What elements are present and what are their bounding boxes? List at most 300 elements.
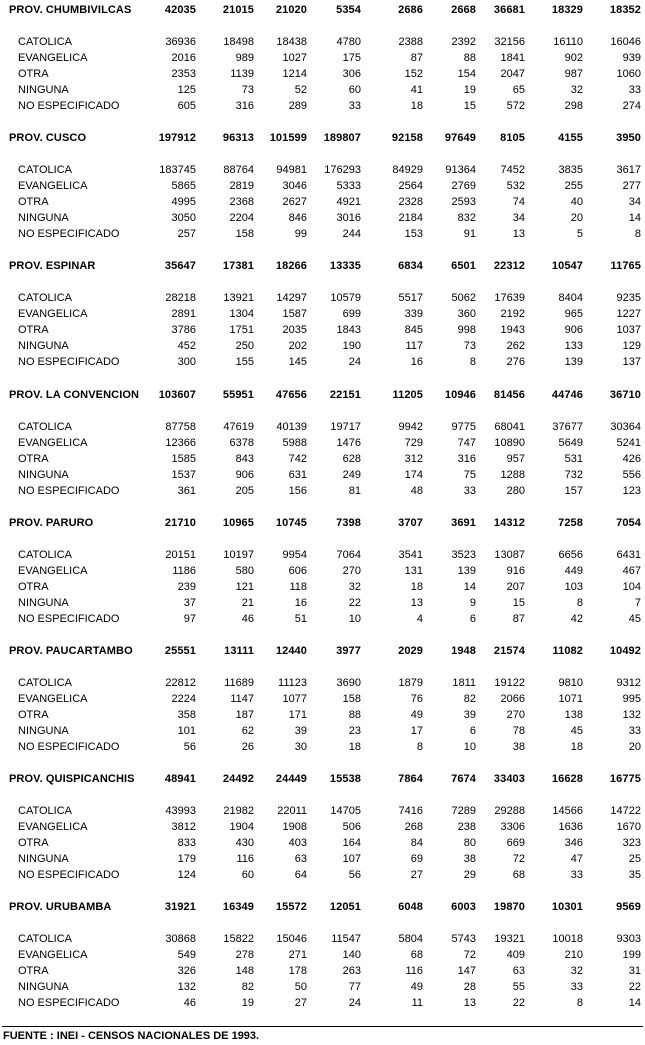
value-cell: 2184 <box>398 212 423 224</box>
value-cell: 145 <box>288 356 307 368</box>
value-cell: 104 <box>622 581 641 593</box>
value-cell: 129 <box>622 340 641 352</box>
value-cell: 91 <box>463 228 476 240</box>
province-name: PROV. LA CONVENCION <box>9 389 140 401</box>
value-cell: 902 <box>564 52 583 64</box>
value-cell: 316 <box>235 100 254 112</box>
value-cell: 137 <box>622 356 641 368</box>
province-total-row <box>0 130 645 146</box>
province-block <box>0 515 645 643</box>
religion-label: NINGUNA <box>18 725 69 737</box>
value-cell: 3690 <box>336 677 361 689</box>
value-cell: 9 <box>469 597 476 609</box>
value-cell: 15046 <box>276 933 307 945</box>
total-cell: 21710 <box>164 517 196 529</box>
religion-label: NO ESPECIFICADO <box>18 997 120 1009</box>
province-name: PROV. CHUMBIVILCAS <box>9 4 132 16</box>
value-cell: 40 <box>570 196 583 208</box>
value-cell: 94981 <box>276 164 307 176</box>
value-cell: 175 <box>342 52 361 64</box>
value-cell: 50 <box>294 981 307 993</box>
value-cell: 10018 <box>552 933 583 945</box>
value-cell: 88 <box>348 709 361 721</box>
province-total-row <box>0 899 645 915</box>
value-cell: 9312 <box>616 677 641 689</box>
value-cell: 2016 <box>171 52 196 64</box>
value-cell: 1071 <box>558 693 583 705</box>
table-row <box>0 563 645 579</box>
value-cell: 3050 <box>171 212 196 224</box>
value-cell: 20151 <box>165 549 196 561</box>
value-cell: 18 <box>410 100 423 112</box>
value-cell: 21982 <box>223 805 254 817</box>
value-cell: 131 <box>404 565 423 577</box>
value-cell: 14722 <box>610 805 641 817</box>
value-cell: 22 <box>512 997 525 1009</box>
religion-label: NINGUNA <box>18 340 69 352</box>
table-row <box>0 691 645 707</box>
value-cell: 157 <box>564 485 583 497</box>
religion-label: CATOLICA <box>18 36 72 48</box>
value-cell: 11 <box>411 997 423 1009</box>
value-cell: 32 <box>348 581 361 593</box>
value-cell: 5988 <box>282 437 307 449</box>
value-cell: 156 <box>288 485 307 497</box>
value-cell: 84929 <box>392 164 423 176</box>
value-cell: 41 <box>410 84 423 96</box>
table-row <box>0 290 645 306</box>
value-cell: 843 <box>235 453 254 465</box>
value-cell: 1186 <box>172 565 196 577</box>
value-cell: 255 <box>564 180 583 192</box>
total-cell: 31921 <box>164 901 196 913</box>
table-row <box>0 483 645 499</box>
value-cell: 278 <box>235 949 254 961</box>
value-cell: 13 <box>512 228 525 240</box>
value-cell: 29 <box>463 869 476 881</box>
religion-label: NINGUNA <box>18 597 69 609</box>
value-cell: 1060 <box>616 68 641 80</box>
value-cell: 37677 <box>552 421 583 433</box>
religion-label: OTRA <box>18 453 49 465</box>
value-cell: 300 <box>177 356 196 368</box>
value-cell: 176293 <box>324 164 361 176</box>
table-row <box>0 162 645 178</box>
value-cell: 75 <box>463 469 476 481</box>
province-name: PROV. CUSCO <box>9 132 87 144</box>
value-cell: 8 <box>469 356 476 368</box>
value-cell: 34 <box>512 212 525 224</box>
value-cell: 2353 <box>171 68 196 80</box>
value-cell: 12366 <box>165 437 196 449</box>
value-cell: 5333 <box>336 180 361 192</box>
value-cell: 15 <box>463 100 476 112</box>
table-row <box>0 210 645 226</box>
religion-label: NO ESPECIFICADO <box>18 613 120 625</box>
province-total-row <box>0 771 645 787</box>
table-row <box>0 947 645 963</box>
value-cell: 27 <box>410 869 423 881</box>
value-cell: 207 <box>506 581 525 593</box>
religion-label: OTRA <box>18 324 49 336</box>
value-cell: 9303 <box>616 933 641 945</box>
province-total-row <box>0 258 645 274</box>
total-cell: 103607 <box>158 389 196 401</box>
total-cell: 13111 <box>224 645 254 657</box>
table-row <box>0 322 645 338</box>
value-cell: 3786 <box>171 324 196 336</box>
province-total-row <box>0 387 645 403</box>
total-cell: 36710 <box>609 389 641 401</box>
value-cell: 68 <box>512 869 525 881</box>
table-row <box>0 995 645 1011</box>
value-cell: 13921 <box>223 292 254 304</box>
total-cell: 7398 <box>336 517 361 529</box>
value-cell: 7289 <box>451 805 476 817</box>
total-cell: 21015 <box>222 4 254 16</box>
value-cell: 30 <box>294 741 307 753</box>
value-cell: 174 <box>404 469 423 481</box>
value-cell: 323 <box>622 837 641 849</box>
value-cell: 15822 <box>223 933 254 945</box>
religion-label: OTRA <box>18 709 49 721</box>
table-row <box>0 931 645 947</box>
value-cell: 60 <box>241 869 254 881</box>
value-cell: 123 <box>622 485 641 497</box>
value-cell: 88 <box>463 52 476 64</box>
value-cell: 1304 <box>229 308 254 320</box>
total-cell: 3707 <box>398 517 423 529</box>
value-cell: 158 <box>235 228 254 240</box>
value-cell: 125 <box>177 84 196 96</box>
value-cell: 56 <box>348 869 361 881</box>
value-cell: 73 <box>241 84 254 96</box>
value-cell: 116 <box>236 853 254 865</box>
religion-label: OTRA <box>18 965 49 977</box>
value-cell: 77 <box>348 981 361 993</box>
value-cell: 2328 <box>398 196 423 208</box>
religion-label: NO ESPECIFICADO <box>18 228 120 240</box>
value-cell: 140 <box>342 949 361 961</box>
value-cell: 2819 <box>229 180 254 192</box>
value-cell: 80 <box>463 837 476 849</box>
value-cell: 33 <box>570 869 583 881</box>
value-cell: 33 <box>570 981 583 993</box>
value-cell: 190 <box>342 340 361 352</box>
value-cell: 179 <box>177 853 196 865</box>
value-cell: 8 <box>576 997 583 1009</box>
total-cell: 3691 <box>451 517 476 529</box>
total-cell: 11205 <box>392 389 423 401</box>
table-row <box>0 82 645 98</box>
value-cell: 43993 <box>165 805 196 817</box>
table-row <box>0 34 645 50</box>
value-cell: 87 <box>512 613 525 625</box>
value-cell: 326 <box>177 965 196 977</box>
value-cell: 202 <box>288 340 307 352</box>
value-cell: 33 <box>348 100 361 112</box>
value-cell: 1843 <box>336 324 361 336</box>
value-cell: 13 <box>463 997 476 1009</box>
value-cell: 1585 <box>171 453 196 465</box>
value-cell: 27 <box>294 997 307 1009</box>
value-cell: 82 <box>463 693 476 705</box>
value-cell: 729 <box>404 437 423 449</box>
table-row <box>0 819 645 835</box>
value-cell: 249 <box>342 469 361 481</box>
value-cell: 68041 <box>494 421 525 433</box>
value-cell: 9942 <box>398 421 423 433</box>
value-cell: 605 <box>177 100 196 112</box>
value-cell: 2769 <box>451 180 476 192</box>
value-cell: 158 <box>342 693 361 705</box>
table-row <box>0 194 645 210</box>
value-cell: 19122 <box>494 677 525 689</box>
value-cell: 72 <box>512 853 525 865</box>
value-cell: 3812 <box>171 821 196 833</box>
total-cell: 18266 <box>275 260 307 272</box>
value-cell: 117 <box>405 340 423 352</box>
value-cell: 2047 <box>500 68 525 80</box>
total-cell: 7054 <box>616 517 641 529</box>
province-block <box>0 2 645 130</box>
total-cell: 3950 <box>616 132 641 144</box>
value-cell: 7416 <box>398 805 423 817</box>
value-cell: 62 <box>241 725 254 737</box>
value-cell: 426 <box>622 453 641 465</box>
value-cell: 8 <box>416 741 423 753</box>
total-cell: 12440 <box>275 645 307 657</box>
religion-label: NO ESPECIFICADO <box>18 869 120 881</box>
table-row <box>0 675 645 691</box>
total-cell: 22312 <box>493 260 525 272</box>
value-cell: 580 <box>235 565 254 577</box>
value-cell: 103 <box>564 581 583 593</box>
table-row <box>0 354 645 370</box>
value-cell: 19 <box>463 84 476 96</box>
religion-label: EVANGELICA <box>18 693 88 705</box>
value-cell: 238 <box>457 821 476 833</box>
value-cell: 6 <box>469 725 476 737</box>
total-cell: 55951 <box>222 389 254 401</box>
value-cell: 271 <box>288 949 307 961</box>
value-cell: 5517 <box>398 292 423 304</box>
total-cell: 25551 <box>164 645 196 657</box>
value-cell: 5062 <box>451 292 476 304</box>
value-cell: 81 <box>348 485 361 497</box>
table-row <box>0 723 645 739</box>
table-row <box>0 547 645 563</box>
value-cell: 88764 <box>223 164 254 176</box>
value-cell: 2066 <box>500 693 525 705</box>
value-cell: 8 <box>634 228 641 240</box>
value-cell: 18498 <box>223 36 254 48</box>
value-cell: 31 <box>628 965 641 977</box>
total-cell: 21574 <box>493 645 525 657</box>
value-cell: 5743 <box>451 933 476 945</box>
value-cell: 25 <box>628 853 641 865</box>
total-cell: 101599 <box>269 132 307 144</box>
value-cell: 133 <box>564 340 583 352</box>
value-cell: 5804 <box>398 933 423 945</box>
value-cell: 845 <box>404 324 423 336</box>
value-cell: 3016 <box>336 212 361 224</box>
total-cell: 16775 <box>609 773 641 785</box>
total-cell: 24492 <box>222 773 254 785</box>
value-cell: 833 <box>177 837 196 849</box>
religion-label: CATOLICA <box>18 805 72 817</box>
value-cell: 3617 <box>616 164 641 176</box>
value-cell: 8 <box>576 597 583 609</box>
value-cell: 28 <box>463 981 476 993</box>
value-cell: 274 <box>622 100 641 112</box>
value-cell: 276 <box>506 356 525 368</box>
value-cell: 36936 <box>165 36 196 48</box>
value-cell: 154 <box>457 68 476 80</box>
value-cell: 40139 <box>276 421 307 433</box>
religion-label: CATOLICA <box>18 933 72 945</box>
source-note: FUENTE : INEI - CENSOS NACIONALES DE 1993. <box>3 1030 260 1042</box>
total-cell: 21020 <box>275 4 307 16</box>
value-cell: 7 <box>634 597 641 609</box>
table-row <box>0 707 645 723</box>
value-cell: 19 <box>241 997 254 1009</box>
value-cell: 506 <box>342 821 361 833</box>
value-cell: 199 <box>622 949 641 961</box>
province-total-row <box>0 515 645 531</box>
value-cell: 361 <box>177 485 196 497</box>
value-cell: 306 <box>342 68 361 80</box>
value-cell: 101 <box>177 725 196 737</box>
value-cell: 30364 <box>610 421 641 433</box>
total-cell: 10965 <box>222 517 254 529</box>
value-cell: 449 <box>564 565 583 577</box>
value-cell: 64 <box>294 869 307 881</box>
value-cell: 19321 <box>494 933 525 945</box>
value-cell: 5241 <box>616 437 641 449</box>
religion-label: EVANGELICA <box>18 565 88 577</box>
value-cell: 38 <box>512 741 525 753</box>
total-cell: 6048 <box>398 901 423 913</box>
value-cell: 316 <box>457 453 476 465</box>
value-cell: 178 <box>288 965 307 977</box>
religion-label: OTRA <box>18 581 49 593</box>
table-row <box>0 579 645 595</box>
province-block <box>0 130 645 258</box>
total-cell: 97649 <box>444 132 476 144</box>
value-cell: 55 <box>512 981 525 993</box>
total-cell: 10745 <box>275 517 307 529</box>
value-cell: 1751 <box>229 324 254 336</box>
province-block <box>0 387 645 515</box>
table-row <box>0 178 645 194</box>
total-cell: 6003 <box>451 901 476 913</box>
value-cell: 13 <box>410 597 423 609</box>
total-cell: 17381 <box>222 260 254 272</box>
value-cell: 1537 <box>171 469 196 481</box>
value-cell: 14 <box>628 212 641 224</box>
total-cell: 33403 <box>493 773 525 785</box>
value-cell: 24 <box>348 356 361 368</box>
value-cell: 2224 <box>171 693 196 705</box>
value-cell: 1587 <box>282 308 307 320</box>
value-cell: 34 <box>628 196 641 208</box>
province-block <box>0 258 645 386</box>
religion-label: EVANGELICA <box>18 821 88 833</box>
table-row <box>0 739 645 755</box>
value-cell: 138 <box>564 709 583 721</box>
value-cell: 268 <box>404 821 423 833</box>
province-block <box>0 771 645 899</box>
value-cell: 14566 <box>552 805 583 817</box>
value-cell: 732 <box>564 469 583 481</box>
value-cell: 3541 <box>398 549 423 561</box>
value-cell: 467 <box>622 565 641 577</box>
religion-label: CATOLICA <box>18 292 72 304</box>
value-cell: 1214 <box>282 68 307 80</box>
value-cell: 14705 <box>330 805 361 817</box>
value-cell: 1811 <box>452 677 476 689</box>
value-cell: 39 <box>294 725 307 737</box>
total-cell: 15538 <box>329 773 361 785</box>
value-cell: 171 <box>288 709 307 721</box>
religion-label: EVANGELICA <box>18 949 88 961</box>
religion-label: NINGUNA <box>18 469 69 481</box>
value-cell: 1670 <box>616 821 641 833</box>
value-cell: 32 <box>570 965 583 977</box>
table-row <box>0 226 645 242</box>
value-cell: 360 <box>457 308 476 320</box>
total-cell: 6834 <box>398 260 423 272</box>
value-cell: 1476 <box>336 437 361 449</box>
value-cell: 22011 <box>277 805 307 817</box>
value-cell: 6378 <box>229 437 254 449</box>
religion-label: NO ESPECIFICADO <box>18 741 120 753</box>
value-cell: 10 <box>348 613 361 625</box>
province-total-row <box>0 643 645 659</box>
value-cell: 3835 <box>558 164 583 176</box>
religion-label: EVANGELICA <box>18 437 88 449</box>
value-cell: 183745 <box>159 164 196 176</box>
total-cell: 9569 <box>616 901 641 913</box>
value-cell: 7452 <box>500 164 525 176</box>
religion-label: CATOLICA <box>18 677 72 689</box>
table-row <box>0 835 645 851</box>
table-row <box>0 435 645 451</box>
value-cell: 262 <box>506 340 525 352</box>
religion-label: CATOLICA <box>18 164 72 176</box>
province-name: PROV. ESPINAR <box>9 260 96 272</box>
value-cell: 18 <box>570 741 583 753</box>
value-cell: 250 <box>235 340 254 352</box>
value-cell: 164 <box>342 837 361 849</box>
value-cell: 132 <box>177 981 196 993</box>
table-row <box>0 963 645 979</box>
value-cell: 916 <box>506 565 525 577</box>
religion-label: NINGUNA <box>18 84 69 96</box>
value-cell: 995 <box>622 693 641 705</box>
value-cell: 846 <box>288 212 307 224</box>
value-cell: 46 <box>183 997 196 1009</box>
value-cell: 742 <box>288 453 307 465</box>
value-cell: 49 <box>410 981 423 993</box>
value-cell: 747 <box>457 437 476 449</box>
value-cell: 73 <box>463 340 476 352</box>
value-cell: 409 <box>506 949 525 961</box>
value-cell: 107 <box>342 853 361 865</box>
value-cell: 289 <box>288 100 307 112</box>
value-cell: 45 <box>628 613 641 625</box>
